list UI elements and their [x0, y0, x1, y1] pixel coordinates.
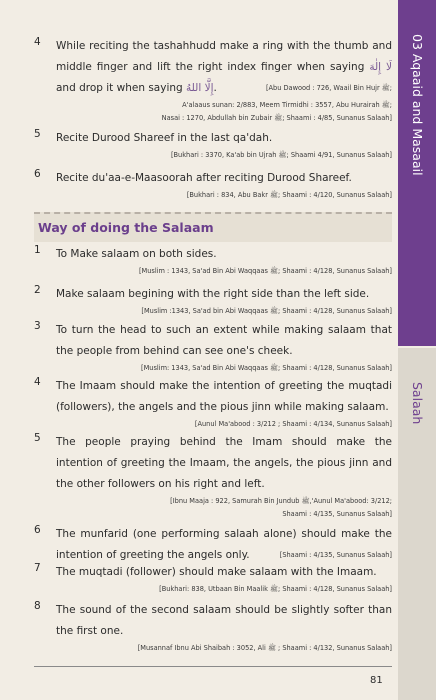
- list-item: [34, 600, 392, 655]
- reference: A'alaaus sunan: 2/883, Meem Tirmidhi : 3557, Abu Hurairah ﷺ;: [182, 101, 392, 109]
- item-text: Recite du'aa-e-Maasoorah after reciting Durood Shareef.: [56, 172, 352, 184]
- reference: [Abu Dawood : 726, Waail Bin Hujr ﷺ;: [265, 84, 392, 92]
- item-number: 3: [34, 320, 41, 332]
- reference: [Bukhari : 834, Abu Bakr ﷺ; Shaami : 4/120, Sunanus Salaah]: [186, 191, 392, 199]
- reference: Shaami : 4/135, Sunanus Salaah]: [282, 510, 392, 518]
- item-number: 4: [34, 376, 41, 388]
- reference: [Bukhari : 3370, Ka'ab bin Ujrah ﷺ; Shaami 4/91, Sunanus Salaah]: [170, 151, 392, 159]
- list-item: [34, 432, 392, 521]
- reference: Nasai : 1270, Abdullah bin Zubair ﷺ; Shaami : 4/85, Sunanus Salaah]: [161, 114, 392, 122]
- chapter-label: 03 Aqaaid and Masaail: [410, 34, 425, 176]
- reference: [Musannaf Ibnu Abi Shaibah : 3052, Ali ﷺ ; Shaami : 4/132, Sunanus Salaah]: [137, 644, 392, 652]
- item-number: 6: [34, 168, 41, 180]
- chapter-sidebar: [398, 0, 436, 700]
- list-item: [34, 320, 392, 375]
- item-number: 4: [34, 36, 41, 48]
- item-text: The sound of the second salaam should be slightly softer than the first one.: [56, 604, 392, 637]
- arabic-phrase: إِلَّا اللهُ: [186, 82, 214, 94]
- reference: [Muslim : 1343, Sa'ad Bin Abi Waqqaas ﷺ; Shaami : 4/128, Sunanus Salaah]: [138, 267, 392, 275]
- item-text: Recite Durood Shareef in the last qa'dah.: [56, 132, 273, 144]
- section-heading: Way of doing the Salaam: [38, 220, 214, 235]
- item-text: Make salaam begining with the right side than the left side.: [56, 288, 370, 300]
- list-item: [34, 524, 392, 566]
- list-item: [34, 562, 392, 596]
- reference: [Shaami : 4/135, Sunanus Salaah]: [279, 551, 392, 559]
- item-number: 7: [34, 562, 41, 574]
- list-item: [34, 244, 392, 278]
- item-text: [56, 524, 392, 566]
- reference: [Aunul Ma'abood : 3/212 ; Shaami : 4/134, Sunanus Salaah]: [194, 420, 392, 428]
- reference: [Ibnu Maaja : 922, Samurah Bin Jundub ﷺ,'Aunul Ma'abood: 3/212;: [170, 497, 392, 505]
- list-item: [34, 128, 392, 162]
- page-number: 81: [370, 675, 383, 686]
- item-text: The Imaam should make the intention of greeting the muqtadi (followers), the angels and the pious jinn while making salaam.: [56, 380, 392, 413]
- item-number: 5: [34, 128, 41, 140]
- arabic-phrase: لَا إِلٰهَ: [369, 61, 392, 73]
- item-text: To Make salaam on both sides.: [56, 248, 217, 260]
- reference: [Muslim :1343, Sa'ad bin Abi Waqqaas ﷺ; Shaami : 4/128, Sunanus Salaah]: [141, 307, 392, 315]
- item-text-part: and drop it when saying: [56, 82, 183, 94]
- item-text: While reciting the tashahhudd make a ring with the thumb and middle finger and lift the right index finger when saying لَا إِلٰهَ and drop it when saying إِلَّا اللهُ. [Abu Dawood : 726, Waail Bin Hujr ﷺ;: [56, 36, 392, 99]
- item-text: The people praying behind the Imam should make the intention of greeting the Imaam, the angels, the pious jinn and the other followers on his right and left.: [56, 436, 392, 490]
- list-item: [34, 168, 392, 202]
- item-text: The muqtadi (follower) should make salaam with the Imaam.: [56, 566, 377, 578]
- item-number: 2: [34, 284, 41, 296]
- list-item: [34, 36, 392, 125]
- item-text: To turn the head to such an extent while making salaam that the people from behind can see one's cheek.: [56, 324, 392, 357]
- list-item: [34, 284, 392, 318]
- reference: [Muslim: 1343, Sa'ad Bin Abi Waqqaas ﷺ; Shaami : 4/128, Sunanus Salaah]: [141, 364, 392, 372]
- reference: [Bukhari: 838, Utbaan Bin Maalik ﷺ; Shaami : 4/128, Sunanus Salaah]: [159, 585, 392, 593]
- item-text-part: The munfarid (one performing salaah alone) should make the intention of greeting the angels only.: [56, 528, 392, 561]
- item-number: 1: [34, 244, 41, 256]
- section-label: Salaah: [410, 382, 425, 425]
- list-item: [34, 376, 392, 431]
- item-text-part: While reciting the tashahhudd make a ring with the thumb and middle finger and lift the right index finger when saying: [56, 40, 392, 73]
- item-number: 6: [34, 524, 41, 536]
- item-number: 5: [34, 432, 41, 444]
- item-number: 8: [34, 600, 41, 612]
- footer-divider: [34, 666, 392, 667]
